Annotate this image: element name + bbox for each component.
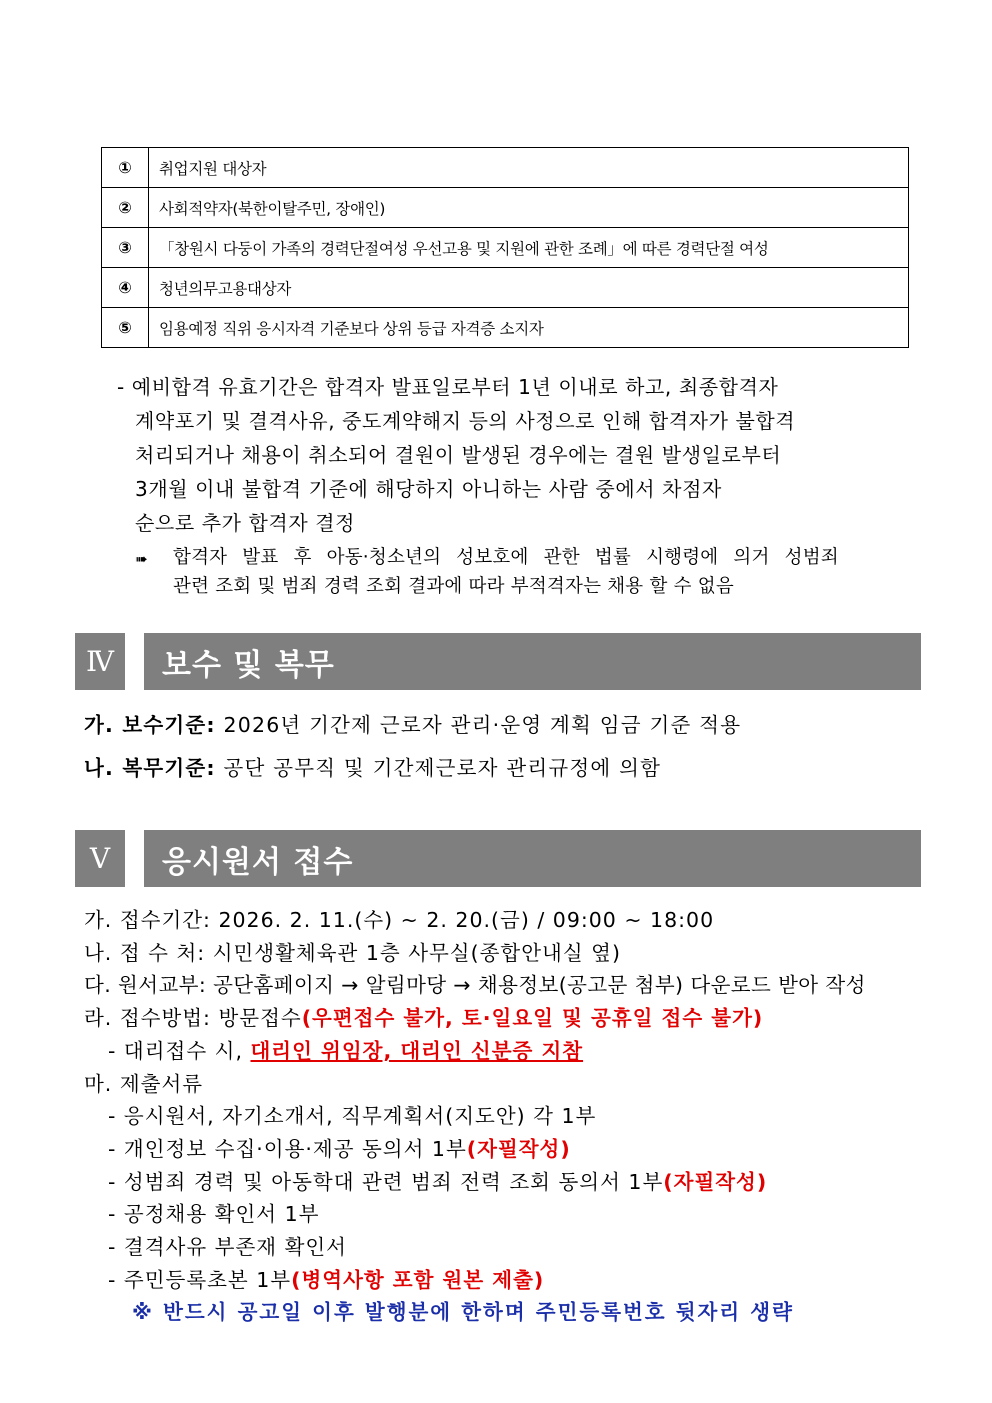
handwrite-note: (자필작성) [663,1169,768,1194]
pay-standard-text: 2026년 기간제 근로자 관리·운영 계획 임금 기준 적용 [215,713,742,737]
paragraph-line: - 예비합격 유효기간은 합격자 발표일로부터 1년 이내로 하고, 최종합격자 [117,375,779,399]
original-note: (병역사항 포함 원본 제출) [291,1267,545,1292]
method-restriction: (우편접수 불가, 토·일요일 및 공휴일 접수 불가) [301,1006,764,1031]
criteria-number: ① [102,148,149,188]
reserve-pass-paragraph [117,370,917,540]
proxy-requirement: 대리인 위임장, 대리인 신분증 지참 [250,1038,584,1063]
section-number-badge: Ⅳ [75,633,125,690]
issuance-notice: ※ 반드시 공고일 이후 발행분에 한하며 주민등록번호 뒷자리 생략 [132,1300,794,1325]
pay-standard-line [84,708,741,738]
criteria-text: 사회적약자(북한이탈주민, 장애인) [149,188,909,228]
document-item [84,1166,924,1199]
document-item: - 결격사유 부존재 확인서 [108,1235,347,1260]
criteria-text: 「창원시 다둥이 가족의 경력단절여성 우선고용 및 지원에 관한 조례」에 따른 경력단절 여성 [149,228,909,268]
handwrite-note: (자필작성) [466,1136,571,1161]
document-item [84,1264,924,1297]
criteria-number: ⑤ [102,308,149,348]
criteria-number: ② [102,188,149,228]
criteria-number: ③ [102,228,149,268]
background-check-note [135,543,925,601]
duty-standard-label: 나. 복무기준: [84,756,216,780]
document-item [84,1133,924,1166]
document-item: - 공정채용 확인서 1부 [108,1202,320,1227]
document-text: - 성범죄 경력 및 아동학대 관련 범죄 전력 조회 동의서 1부 [108,1169,664,1194]
pay-standard-label: 가. 보수기준: [84,713,216,737]
paragraph-line: 처리되거나 채용이 취소되어 결원이 발생된 경우에는 결원 발생일로부터 [135,443,782,467]
document-text: - 주민등록초본 1부 [108,1267,292,1292]
criteria-text: 취업지원 대상자 [149,148,909,188]
document-text: - 개인정보 수집·이용·제공 동의서 1부 [108,1136,467,1161]
table-row [102,268,909,308]
table-row [102,148,909,188]
criteria-text: 청년의무고용대상자 [149,268,909,308]
note-line: 합격자 발표 후 아동·청소년의 성보호에 관한 법률 시행령에 의거 성범죄 [173,547,839,568]
application-details [84,904,924,1329]
application-form: 다. 원서교부: 공단홈페이지 → 알림마당 → 채용정보(공고문 첨부) 다운로드 받아 작성 [84,973,866,998]
criteria-number: ④ [102,268,149,308]
section-title: 응시원서 접수 [144,830,921,887]
application-period: 가. 접수기간: 2026. 2. 11.(수) ~ 2. 20.(금) / 09:00 ~ 18:00 [84,908,715,932]
preference-criteria-table [101,147,909,348]
method-label: 라. 접수방법: 방문접수 [84,1006,302,1031]
paragraph-line: 계약포기 및 결격사유, 중도계약해지 등의 사정으로 인해 합격자가 불합격 [135,409,796,433]
duty-standard-text: 공단 공무직 및 기간제근로자 관리규정에 의함 [215,756,662,780]
proxy-label: - 대리접수 시, [108,1038,251,1063]
duty-standard-line [84,751,661,781]
table-row [102,308,909,348]
document-item: - 응시원서, 자기소개서, 직무계획서(지도안) 각 1부 [108,1104,597,1129]
arrow-icon: ➠ [135,550,148,568]
table-row [102,188,909,228]
proxy-application [84,1035,924,1068]
application-method [84,1002,924,1035]
section-number-badge: Ⅴ [75,830,125,887]
table-row [102,228,909,268]
paragraph-line: 순으로 추가 합격자 결정 [135,511,356,535]
section-title: 보수 및 복무 [144,633,921,690]
application-place: 나. 접 수 처: 시민생활체육관 1층 사무실(종합안내실 옆) [84,940,621,965]
documents-title: 마. 제출서류 [84,1071,204,1096]
note-line: 관련 조회 및 범죄 경력 조회 결과에 따라 부적격자는 채용 할 수 없음 [173,576,734,597]
paragraph-line: 3개월 이내 불합격 기준에 해당하지 아니하는 사람 중에서 차점자 [135,477,722,501]
criteria-text: 임용예정 직위 응시자격 기준보다 상위 등급 자격증 소지자 [149,308,909,348]
